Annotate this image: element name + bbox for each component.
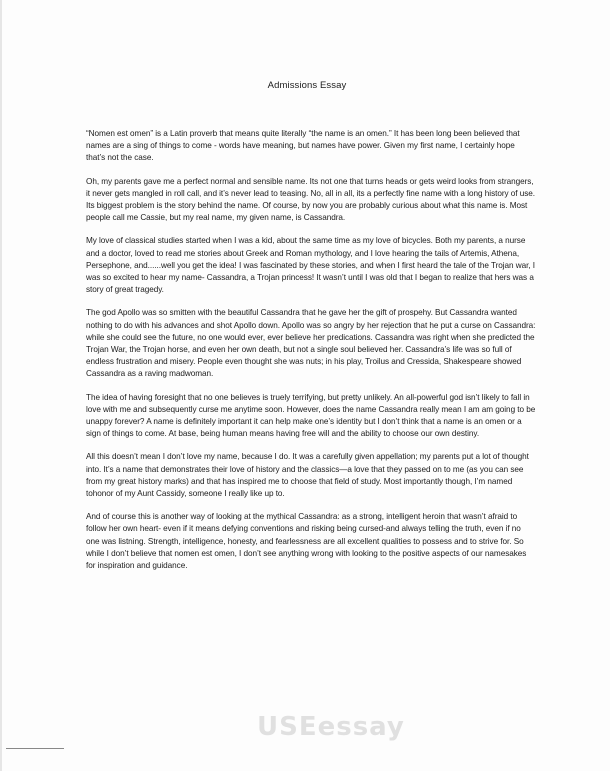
essay-body <box>86 128 536 583</box>
paragraph-1: “Nomen est omen” is a Latin proverb that means quite literally “the name is an omen.” It has been long been believed that names are a sing of things to come - words have meaning, but names have power. Given my first name, I certainly hope that’s not the case. <box>86 129 520 163</box>
watermark-logo: USEessay <box>257 712 405 742</box>
paragraph-6: All this doesn’t mean I don’t love my name, because I do. It was a carefully given appellation; my parents put a lot of thought into. It’s a name that demonstrates their love of history and the classics—a love that they passed on to me (as you can see from my great history marks) and that has inspired me to choose that field of study. Most importantly though, I’m named tohonor of my Aunt Cassidy, someone I really like up to. <box>86 452 529 499</box>
paragraph-5: The idea of having foresight that no one believes is truely terrifying, but pretty unlikely. An all-powerful god isn’t likely to fall in love with me and subsequently curse me anytime soon. However, does the name Cassandra really mean I am am going to be unappy forever? A name is definitely important it can help make one’s identity but I don’t think that a name is an omen or a sign of things to come. At base, being human means having free will and the ability to choose our own destiny. <box>86 392 536 439</box>
paragraph-4: The god Apollo was so smitten with the beautiful Cassandra that he gave her the gift of prospehy. But Cassandra wanted nothing to do with his advances and shot Apollo down. Apollo was so angry by her rejection that he put a curse on Cassandra: while she could see the future, no one would ever, ever believe her predications. Cassandra was right when she predicted the Trojan War, the Trojan horse, and even her own death, but not a single soul believed her. Cassandra’s life was so full of endless frustration and misery. People even thought she was nuts; in his play, Troilus and Cressida, Shakespeare showed Cassandra as a raving madwoman. <box>86 308 536 379</box>
paragraph-3: My love of classical studies started when I was a kid, about the same time as my love of bicycles. Both my parents, a nurse and a doctor, loved to read me stories about Greek and Roman mythology, and I love hearing the tails of Artemis, Athena, Persephone, and......well you get the idea! I was fascinated by these stories, and when I first heard the tale of the Trojan war, I was so excited to hear my name- Cassandra, a Trojan princess! It wasn’t until I was old that I began to realize that hers was a story of great tragedy. <box>86 236 536 295</box>
paragraph-7: And of course this is another way of looking at the mythical Cassandra: as a strong, intelligent heroin that wasn’t afraid to follow her own heart- even if it means defying conventions and risking being cursed-and always telling the truth, even if no one was listning. Strength, intelligence, honesty, and fearlessness are all excellent qualities to possess and to strive for. So while I don’t believe that nomen est omen, I don’t see anything wrong with looking to the positive aspects of our namesakes for inspiration and guidance. <box>86 512 527 571</box>
page-corner-line <box>6 748 64 749</box>
page-title: Admissions Essay <box>267 80 347 91</box>
paragraph-2: Oh, my parents gave me a perfect normal and sensible name. Its not one that turns heads or gets weird looks from strangers, it never gets mangled in roll call, and it’s never lead to teasing. No, all in all, its a perfectly fine name with a long history of use. Its biggest problem is the story behind the name. Of course, by now you are probably curious about what this name is. Most people call me Cassie, but my real name, my given name, is Cassandra. <box>86 176 536 223</box>
